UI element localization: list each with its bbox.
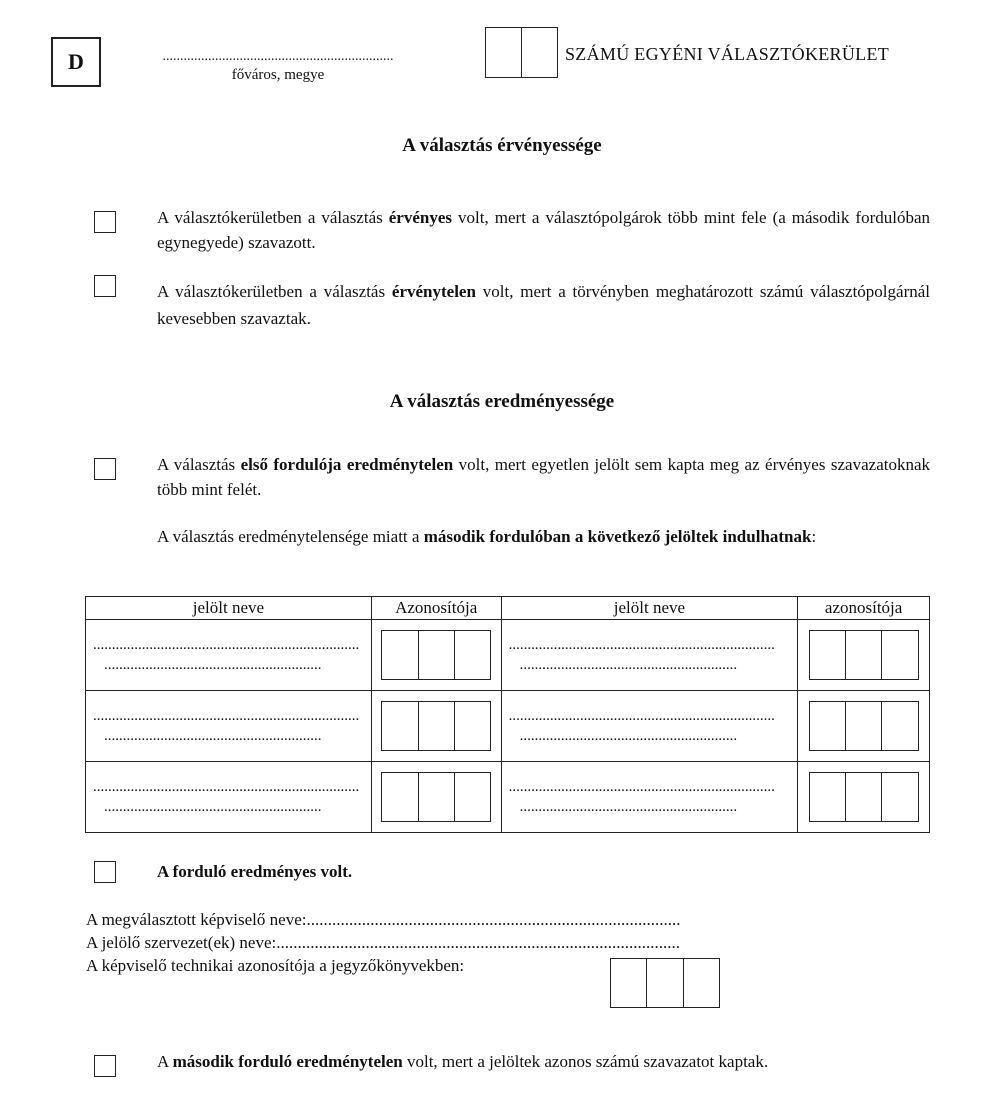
- district-digit-2[interactable]: [522, 28, 557, 77]
- candidate-name-field[interactable]: ....................................................................... ..........................................................: [86, 691, 372, 762]
- candidate-id-field[interactable]: [798, 620, 930, 691]
- district-digit-1[interactable]: [486, 28, 522, 77]
- col-candidate-name-1: jelölt neve: [86, 597, 372, 620]
- candidate-name-field[interactable]: ....................................................................... ..........................................................: [501, 762, 798, 833]
- round-successful-checkbox[interactable]: [94, 861, 116, 883]
- validity-invalid-text: A választókerületben a választás érvénytelen volt, mert a törvényben meghatározott számú választópolgárnál kevesebben szavaztak.: [157, 282, 930, 328]
- table-row: [86, 620, 930, 691]
- district-label: SZÁMÚ EGYÉNI VÁLASZTÓKERÜLET: [565, 44, 890, 64]
- second-round-unsuccessful-text: A második forduló eredménytelen volt, mert a jelöltek azonos számú szavazatot kaptak.: [157, 1052, 769, 1071]
- first-round-unsuccessful-checkbox[interactable]: [94, 458, 116, 480]
- nominating-org-field[interactable]: A jelölő szervezet(ek) neve:...............................................................................................: [86, 933, 680, 952]
- success-title: A választás eredményessége: [389, 391, 615, 412]
- table-row: [86, 762, 930, 833]
- district-number-box[interactable]: [485, 27, 558, 78]
- technical-id-box[interactable]: [610, 958, 720, 1008]
- first-round-unsuccessful-text: A választás első fordulója eredménytelen volt, mert egyetlen jelölt sem kapta meg az érvényes szavazatoknak több mint felét.: [157, 455, 931, 499]
- technical-id-label: A képviselő technikai azonosítója a jegyzőkönyvekben:: [86, 956, 465, 975]
- candidate-name-field[interactable]: ....................................................................... ..........................................................: [501, 620, 798, 691]
- round-successful-text: A forduló eredményes volt.: [157, 862, 353, 881]
- form-letter-box: [51, 37, 101, 87]
- place-field[interactable]: [133, 50, 423, 84]
- validity-invalid-checkbox[interactable]: [94, 275, 116, 297]
- candidate-id-field[interactable]: [798, 691, 930, 762]
- validity-title: A választás érvényessége: [402, 135, 602, 156]
- candidates-table: [85, 596, 930, 833]
- validity-valid-checkbox[interactable]: [94, 211, 116, 233]
- col-candidate-name-2: jelölt neve: [501, 597, 798, 620]
- candidate-id-field[interactable]: [371, 691, 501, 762]
- table-row: [86, 691, 930, 762]
- candidate-id-field[interactable]: [798, 762, 930, 833]
- second-round-candidates-text: A választás eredménytelensége miatt a második fordulóban a következő jelöltek indulhatnak:: [157, 527, 817, 546]
- form-letter: D: [68, 49, 84, 74]
- candidate-id-field[interactable]: [371, 762, 501, 833]
- candidate-name-field[interactable]: ....................................................................... ..........................................................: [501, 691, 798, 762]
- validity-valid-text: A választókerületben a választás érvényes volt, mert a választópolgárok több mint fele (a második fordulóban egynegyede) szavazott.: [157, 208, 931, 252]
- candidate-id-field[interactable]: [371, 620, 501, 691]
- col-identifier-2: azonosítója: [798, 597, 930, 620]
- second-round-unsuccessful-checkbox[interactable]: [94, 1055, 116, 1077]
- elected-name-field[interactable]: A megválasztott képviselő neve:........................................................................................: [86, 910, 681, 929]
- candidate-name-field[interactable]: ....................................................................... ..........................................................: [86, 620, 372, 691]
- place-dots: ..................................................................: [162, 50, 394, 64]
- candidate-name-field[interactable]: ....................................................................... ..........................................................: [86, 762, 372, 833]
- col-identifier-1: Azonosítója: [371, 597, 501, 620]
- place-label: főváros, megye: [231, 67, 325, 83]
